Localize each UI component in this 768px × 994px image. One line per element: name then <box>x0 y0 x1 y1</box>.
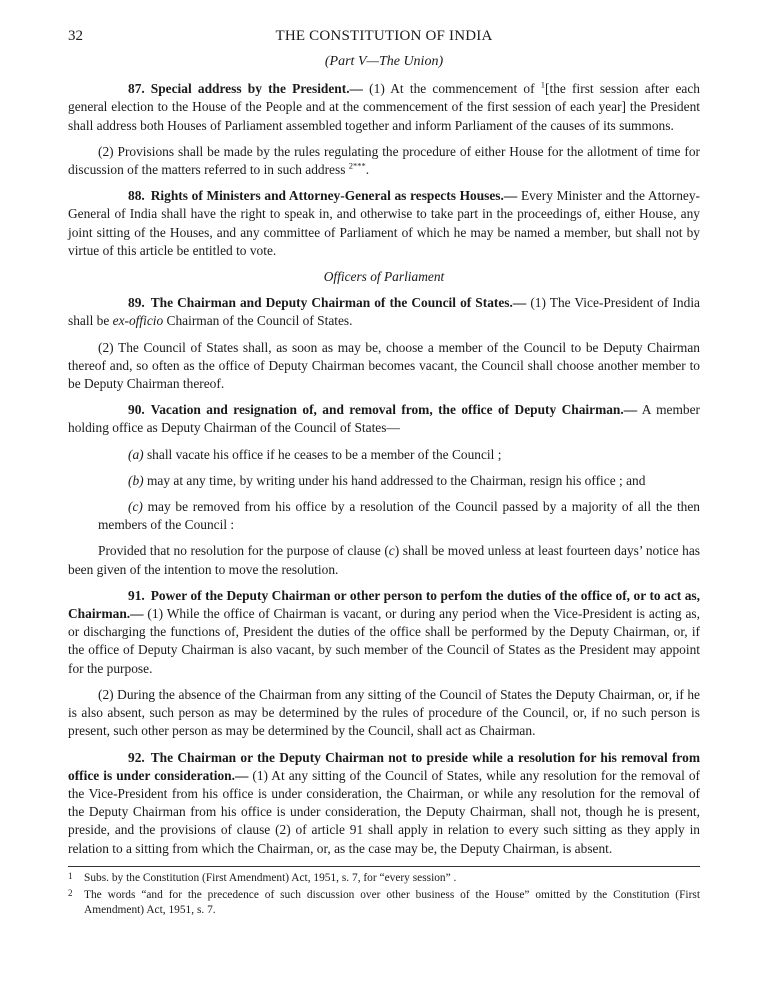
article-90-item-c <box>98 498 700 534</box>
proviso-text-start: Provided that no resolution for the purpose of clause ( <box>98 543 389 559</box>
article-91-number: 91. <box>128 587 145 603</box>
article-92-heading: The Chairman or the Deputy Chairman not to preside while a resolution for his removal from office is under consideration.— <box>68 749 700 783</box>
proviso-text-end: ) shall be moved unless at least fourteen days’ notice has been given of the intention to move the resolution. <box>68 543 700 577</box>
article-87-clause-2 <box>68 143 700 179</box>
article-90-intro-text: A member holding office as Deputy Chairman of the Council of States— <box>68 402 701 436</box>
article-88-text: Every Minister and the Attorney-General of India shall have the right to speak in, and otherwise to take part in the proceedings of, either House, any joint sitting of the Houses, and any committee of Parliament of which he may be named a member, but shall not by virtue of this article be entitled to vote. <box>68 188 700 258</box>
footnote-1-mark: 1 <box>68 870 73 881</box>
page-header <box>68 27 700 49</box>
document-page <box>68 27 700 920</box>
article-87-clause-1-text-start: (1) At the commencement of <box>369 81 541 97</box>
article-91-clause-1 <box>68 587 700 678</box>
part-subtitle: (Part V—The Union) <box>324 54 444 69</box>
article-89-heading: The Chairman and Deputy Chairman of the Council of States.— <box>150 295 527 311</box>
article-92-clause-1-text: (1) At any sitting of the Council of States, while any resolution for the removal of the Vice-President from his office is under consideration, the Chairman, or while any resolution for the removal of the Deputy Chairman from his office is under consideration, the Deputy Chairman, shall not, though he is present, preside, and the provisions of clause (2) of article 91 shall apply in relation to every such sitting as they apply in relation to a sitting from which the Chairman, or, as the case may be, the Deputy Chairman, is absent. <box>68 767 700 856</box>
article-91-heading: Power of the Deputy Chairman or other person to perfom the duties of the office of, or to act as, Chairman.— <box>68 587 700 622</box>
article-89-clause-1 <box>68 294 700 330</box>
item-c-text: may be removed from his office by a resolution of the Council passed by a majority of all the then members of the Council : <box>98 499 700 533</box>
article-90-item-a <box>98 446 700 464</box>
article-87-clause-1 <box>68 80 700 135</box>
page-number: 32 <box>68 28 83 44</box>
item-a-label: (a) <box>128 446 144 462</box>
article-89-clause-1-text-end: Chairman of the Council of States. <box>163 313 353 329</box>
item-b-text: may at any time, by writing under his hand addressed to the Chairman, resign his office ; and <box>143 472 646 488</box>
article-91-clause-1-text: (1) While the office of Chairman is vacant, or during any period when the Vice-President is acting as, or discharging the functions of, President the duties of the office shall be performed by the Deputy Chairman, or, if the office of Deputy Chairman is also vacant, by such member of the Council of States as the President may appoint for the purpose. <box>68 606 700 676</box>
footnote-ref-1: 1 <box>540 79 546 90</box>
article-87-heading: Special address by the President.— <box>150 81 363 97</box>
article-92-clause-1 <box>68 749 700 858</box>
item-c-label: (c) <box>128 499 143 515</box>
article-89-clause-2: (2) The Council of States shall, as soon as may be, choose a member of the Council to be Deputy Chairman thereof and, so often as the office of Deputy Chairman becomes vacant, the Council shall choose another member to be Deputy Chairman thereof. <box>68 339 700 392</box>
footnote-1 <box>68 871 700 886</box>
article-88-heading: Rights of Ministers and Attorney-General as respects Houses.— <box>150 188 518 204</box>
article-88 <box>68 187 700 260</box>
footnote-2 <box>68 888 700 917</box>
article-87-clause-2-text: (2) Provisions shall be made by the rules regulating the procedure of either House for the allotment of time for discussion of the matters referred to in such address <box>68 143 700 178</box>
proviso-clause-ref: c <box>388 543 395 559</box>
article-88-number: 88. <box>128 188 145 204</box>
article-90-proviso <box>68 542 700 578</box>
article-87-number: 87. <box>128 81 145 97</box>
officers-of-parliament-heading: Officers of Parliament <box>323 269 445 285</box>
article-90-item-b <box>98 472 700 490</box>
footnote-2-text: The words “and for the precedence of such discussion over other business of the House” omitted by the Constitution (First Amendment) Act, 1951, s. 7. <box>84 889 700 916</box>
footnote-2-mark: 2 <box>68 888 73 899</box>
article-87-clause-1-text-end: [the first session after each general election to the House of the People and at the commencement of the first session of each year] the President shall address both Houses of Parliament assembled together and inform Parliament of the causes of its summons. <box>68 81 700 133</box>
footnote-divider <box>68 866 700 867</box>
article-90-number: 90. <box>128 402 145 418</box>
ex-officio-term: ex-officio <box>112 313 164 329</box>
footnote-1-text: Subs. by the Constitution (First Amendment) Act, 1951, s. 7, for “every session” . <box>84 871 457 884</box>
article-89-clause-1-text-start: (1) The Vice-President of India shall be <box>68 295 700 329</box>
item-a-text: shall vacate his office if he ceases to be a member of the Council ; <box>143 446 502 462</box>
article-92-number: 92. <box>128 749 145 765</box>
article-91-clause-2: (2) During the absence of the Chairman from any sitting of the Council of States the Deputy Chairman, or, if he is also absent, such person as may be determined by the rules of procedure of the Council, or, if no such person is present, such other person as may be determined by the Council, shall act as Chairman. <box>68 686 700 739</box>
article-89-number: 89. <box>128 295 145 311</box>
footnote-ref-2: 2*** <box>348 160 366 171</box>
footnotes <box>68 871 700 918</box>
item-b-label: (b) <box>128 472 144 488</box>
article-87-clause-2-end: . <box>365 162 370 178</box>
article-90-heading: Vacation and resignation of, and removal from, the office of Deputy Chairman.— <box>150 402 638 418</box>
document-title: THE CONSTITUTION OF INDIA <box>275 28 493 44</box>
article-90-intro <box>68 401 700 437</box>
